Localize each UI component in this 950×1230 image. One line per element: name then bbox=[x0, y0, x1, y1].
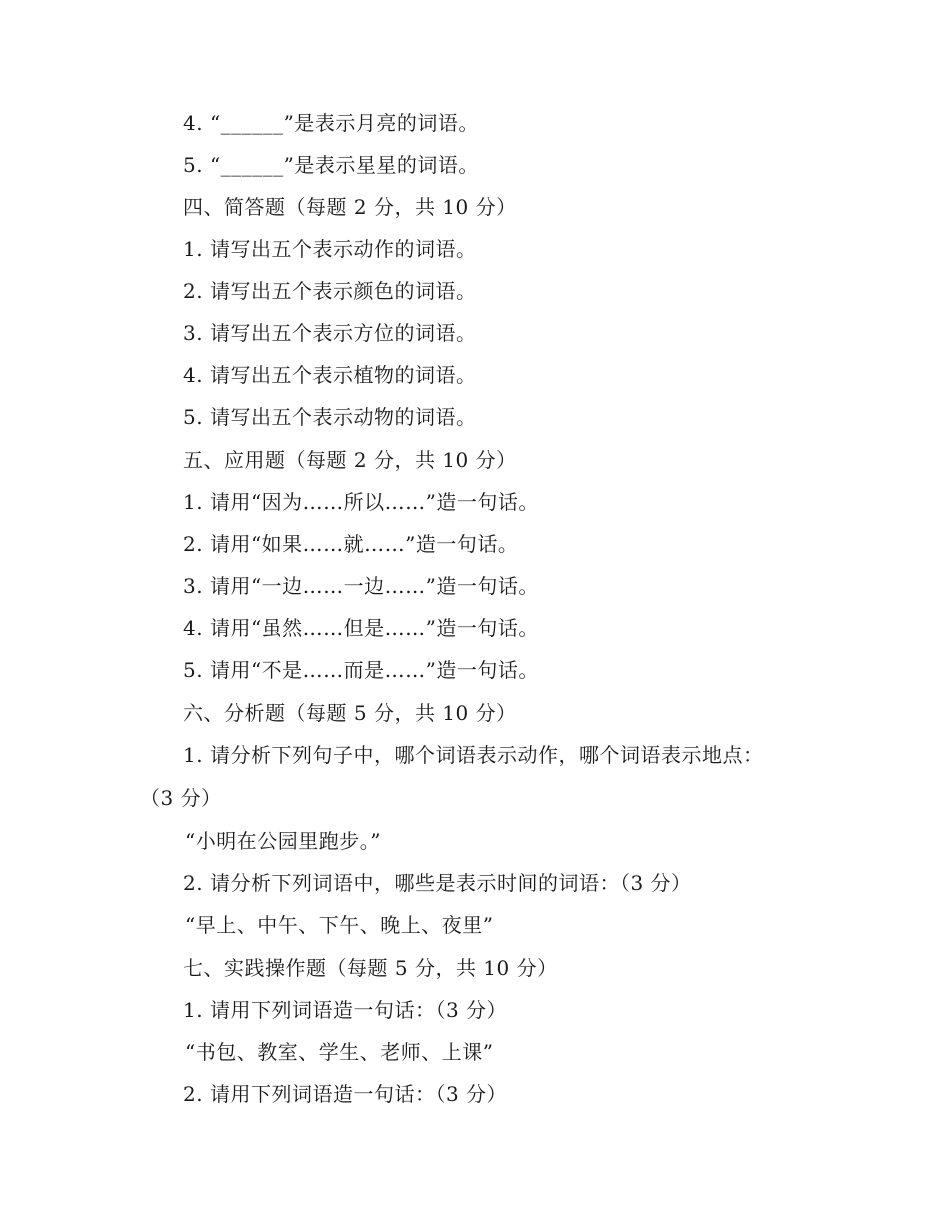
analysis-2: 2. 请分析下列词语中，哪些是表示时间的词语：（3 分） bbox=[183, 871, 692, 895]
section-6-heading: 六、分析题（每题 5 分，共 10 分） bbox=[183, 701, 517, 725]
question-5-star: 5. “______”是表示星星的词语。 bbox=[183, 153, 479, 177]
practice-2: 2. 请用下列词语造一句话：（3 分） bbox=[183, 1082, 508, 1106]
application-3: 3. 请用“一边……一边……”造一句话。 bbox=[183, 574, 539, 598]
short-answer-3: 3. 请写出五个表示方位的词语。 bbox=[183, 321, 477, 345]
short-answer-2: 2. 请写出五个表示颜色的词语。 bbox=[183, 279, 477, 303]
question-4-moon: 4. “______”是表示月亮的词语。 bbox=[183, 111, 479, 135]
short-answer-5: 5. 请写出五个表示动物的词语。 bbox=[183, 405, 477, 429]
practice-1-words: “书包、教室、学生、老师、上课” bbox=[185, 1040, 494, 1064]
short-answer-1: 1. 请写出五个表示动作的词语。 bbox=[183, 237, 477, 261]
analysis-1-points: （3 分） bbox=[140, 786, 222, 810]
analysis-1: 1. 请分析下列句子中，哪个词语表示动作，哪个词语表示地点： bbox=[183, 743, 764, 767]
section-7-heading: 七、实践操作题（每题 5 分，共 10 分） bbox=[183, 956, 558, 980]
application-2: 2. 请用“如果……就……”造一句话。 bbox=[183, 532, 519, 556]
short-answer-4: 4. 请写出五个表示植物的词语。 bbox=[183, 363, 477, 387]
application-5: 5. 请用“不是……而是……”造一句话。 bbox=[183, 658, 539, 682]
analysis-1-sentence: “小明在公园里跑步。” bbox=[185, 829, 381, 853]
practice-1: 1. 请用下列词语造一句话：（3 分） bbox=[183, 998, 508, 1022]
application-4: 4. 请用“虽然……但是……”造一句话。 bbox=[183, 616, 539, 640]
analysis-2-words: “早上、中午、下午、晚上、夜里” bbox=[185, 913, 494, 937]
section-5-heading: 五、应用题（每题 2 分，共 10 分） bbox=[183, 448, 517, 472]
application-1: 1. 请用“因为……所以……”造一句话。 bbox=[183, 490, 539, 514]
section-4-heading: 四、简答题（每题 2 分，共 10 分） bbox=[183, 195, 517, 219]
